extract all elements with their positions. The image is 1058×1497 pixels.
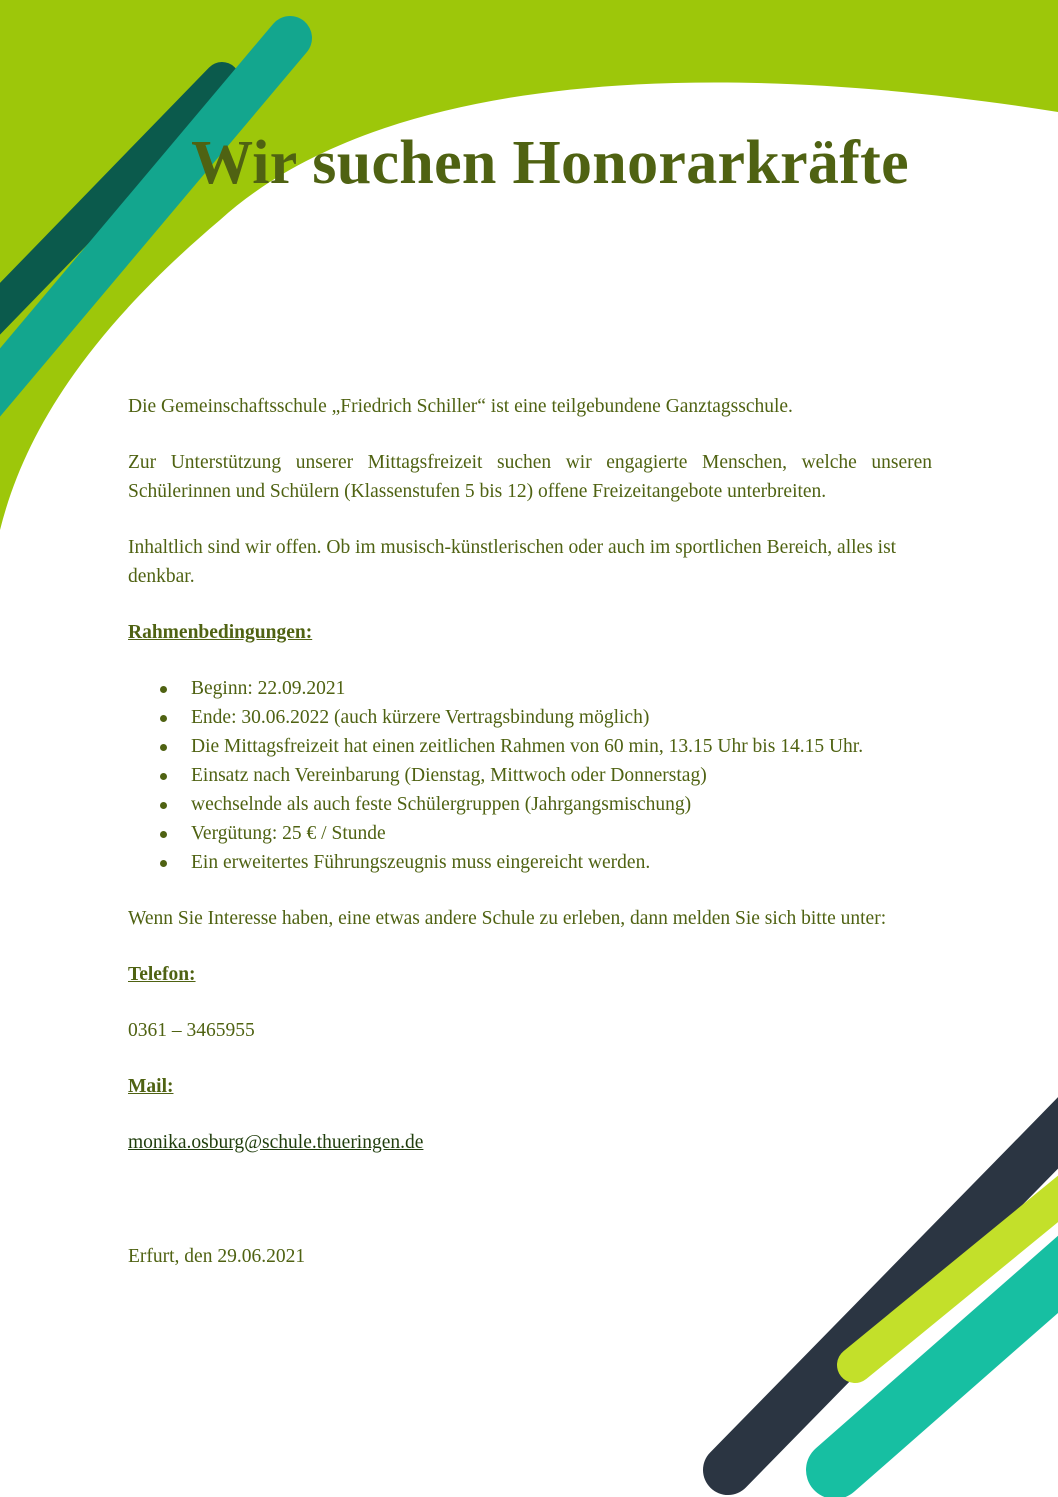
list-item-text: Beginn: 22.09.2021 [191,678,346,699]
phone-heading: Telefon: [128,964,196,985]
mail-heading: Mail: [128,1076,174,1097]
bullet-icon [160,831,167,838]
conditions-heading: Rahmenbedingungen: [128,622,313,643]
list-item-text: Vergütung: 25 € / Stunde [191,823,386,844]
list-item [128,761,932,790]
list-item [128,674,932,703]
page-title: Wir suchen Honorarkräfte [191,129,909,197]
list-item-text: wechselnde als auch feste Schülergruppen (Jahrgangsmischung) [191,794,692,815]
list-item [128,819,932,848]
interest-paragraph: Wenn Sie Interesse haben, eine etwas andere Schule zu erleben, dann melden Sie sich bitte unter: [128,908,887,929]
bullet-icon [160,744,167,751]
list-item-text: Ende: 30.06.2022 (auch kürzere Vertragsbindung möglich) [191,707,650,728]
bullet-icon [160,860,167,867]
bullet-icon [160,686,167,693]
email-link[interactable]: monika.osburg@schule.thueringen.de [128,1132,424,1153]
place-date: Erfurt, den 29.06.2021 [128,1246,306,1267]
phone-number: 0361 – 3465955 [128,1020,255,1041]
content-paragraph: Inhaltlich sind wir offen. Ob im musisch-künstlerischen oder auch im sportlichen Bereich, alles ist denkbar. [128,537,897,587]
list-item [128,732,932,761]
bullet-icon [160,802,167,809]
bullet-icon [160,773,167,780]
list-item [128,703,932,732]
support-paragraph: Zur Unterstützung unserer Mittagsfreizeit suchen wir engagierte Menschen, welche unseren Schülerinnen und Schülern (Klassenstufen 5 bis 12) offene Freizeitangebote unterbreiten. [128,452,932,502]
list-item [128,848,932,877]
bullet-icon [160,715,167,722]
conditions-list [128,674,932,877]
list-item-text: Ein erweitertes Führungszeugnis muss eingereicht werden. [191,852,651,873]
list-item [128,790,932,819]
document-body [128,392,932,1271]
list-item-text: Die Mittagsfreizeit hat einen zeitlichen Rahmen von 60 min, 13.15 Uhr bis 14.15 Uhr. [191,736,864,757]
list-item-text: Einsatz nach Vereinbarung (Dienstag, Mittwoch oder Donnerstag) [191,765,707,786]
intro-paragraph: Die Gemeinschaftsschule „Friedrich Schiller“ ist eine teilgebundene Ganztagsschule. [128,396,793,417]
